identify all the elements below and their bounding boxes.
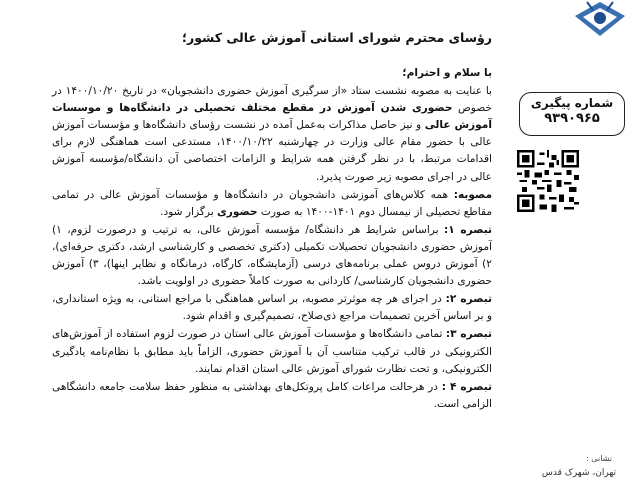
tracking-number: ۹۳۹۰۹۶۵ [544,111,600,126]
letter-body [52,14,492,414]
intro-bold-1: حضوری شدن آموزش در مقطع مختلف تحصیلی در دانشگاه‌ها و موسسات [52,102,453,115]
resolution-bold: حضوری [217,205,258,218]
resolution-paragraph [52,187,492,221]
qr-code-icon[interactable] [517,150,579,212]
note-4 [52,379,492,413]
resolution-label: مصوبه: [453,188,492,201]
tracking-label: شماره پیگیری [530,96,614,110]
letter-sidebar [505,0,640,480]
resolution-text-2: برگزار شود. [160,205,218,218]
note-2-label: تبصره ۲: [445,293,492,306]
greeting: با سلام و احترام؛ [402,67,492,79]
footer-address: تهران، شهرک قدس [541,468,616,478]
note-3 [52,326,492,377]
intro-text-2: خصوص [452,102,492,115]
note-2-text: در اجرای هر چه موثرتر مصوبه، بر اساس هماهنگی با مراجع استانی، به ویژه استانداری، و بر اساس آخرین تصمیمات مراجع ذی‌صلاح، تصمیم‌گیری و اقدام شود. [52,293,492,323]
note-4-label: تبصره ۴ : [441,380,492,393]
tracking-box [519,92,625,136]
intro-text-1: با عنایت به مصوبه نشست ستاد «از سرگیری آموزش حضوری دانشجویان» در تاریخ ۱۴۰۰/۱۰/۲۰ در [52,85,492,98]
footer-label: نشانی : [586,454,612,463]
intro-bold-2: آموزش عالی [424,119,492,132]
letter-heading: رؤسای محترم شورای استانی آموزش عالی کشور؛ [182,30,492,45]
note-4-text: در هرحالت مراعات کامل پروتکل‌های بهداشتی به منظور حفظ سلامت جامعه دانشگاهی الزامی است. [52,380,492,410]
note-1-label: تبصره ۱: [443,223,492,236]
intro-paragraph [52,83,492,186]
note-3-label: تبصره ۳: [445,328,492,341]
ministry-emblem-icon [567,0,633,38]
resolution-text-1: همه کلاس‌های آموزشی دانشجویان در دانشگاه‌ها و مؤسسات آموزش عالی در تمامی مقاطع تحصیلی از نیمسال دوم ۱۴۰۱-۱۴۰۰ به صورت [52,188,492,218]
note-3-text: تمامی دانشگاه‌ها و مؤسسات آموزش عالی استان در صورت لزوم استفاده از آموزش‌های الکترونیکی در قالب ترکیب متناسب آن با آموزش حضوری، الزاماً باید مطابق با نظام‌نامه یادگیری الکترونیکی، و تحت نظارت شورای آموزش عالی استان اقدام نمایند. [52,328,492,375]
note-1-text: براساس شرایط هر دانشگاه/ مؤسسه آموزش عالی، به ترتیب و درصورت لزوم، ۱) آموزش حضوری دانشجویان تحصیلات تکمیلی (دکتری تخصصی و کارشناسی ارشد، دکتری حرفه‌ای)، ۲) آموزش دروس عملی برنامه‌های درسی (آزمایشگاه، کارگاه، درمانگاه و نظایر اینها)، ۳) آموزش حضوری دانشجویان کارشناسی/ کاردانی به صورت کاملاً حضوری در اولویت باشد. [52,223,492,288]
note-2 [52,291,492,325]
intro-text-3: و نیز حاصل مذاکرات به‌عمل آمده در نشست رؤسای دانشگاه‌ها و مؤسسات آموزش عالی با حضور مقام عالی وزارت در چهارشنبه ۱۴۰۰/۱۰/۲۲، مستدعی است هماهنگی لازم برای اقدامات مرتبط، با در نظر گرفتن همه شرایط و الزامات اختصاصی آن دانشگاه/مؤسسه آموزش عالی در اجرای مصوبه زیر صورت پذیرد. [52,119,492,183]
note-1 [52,222,492,290]
